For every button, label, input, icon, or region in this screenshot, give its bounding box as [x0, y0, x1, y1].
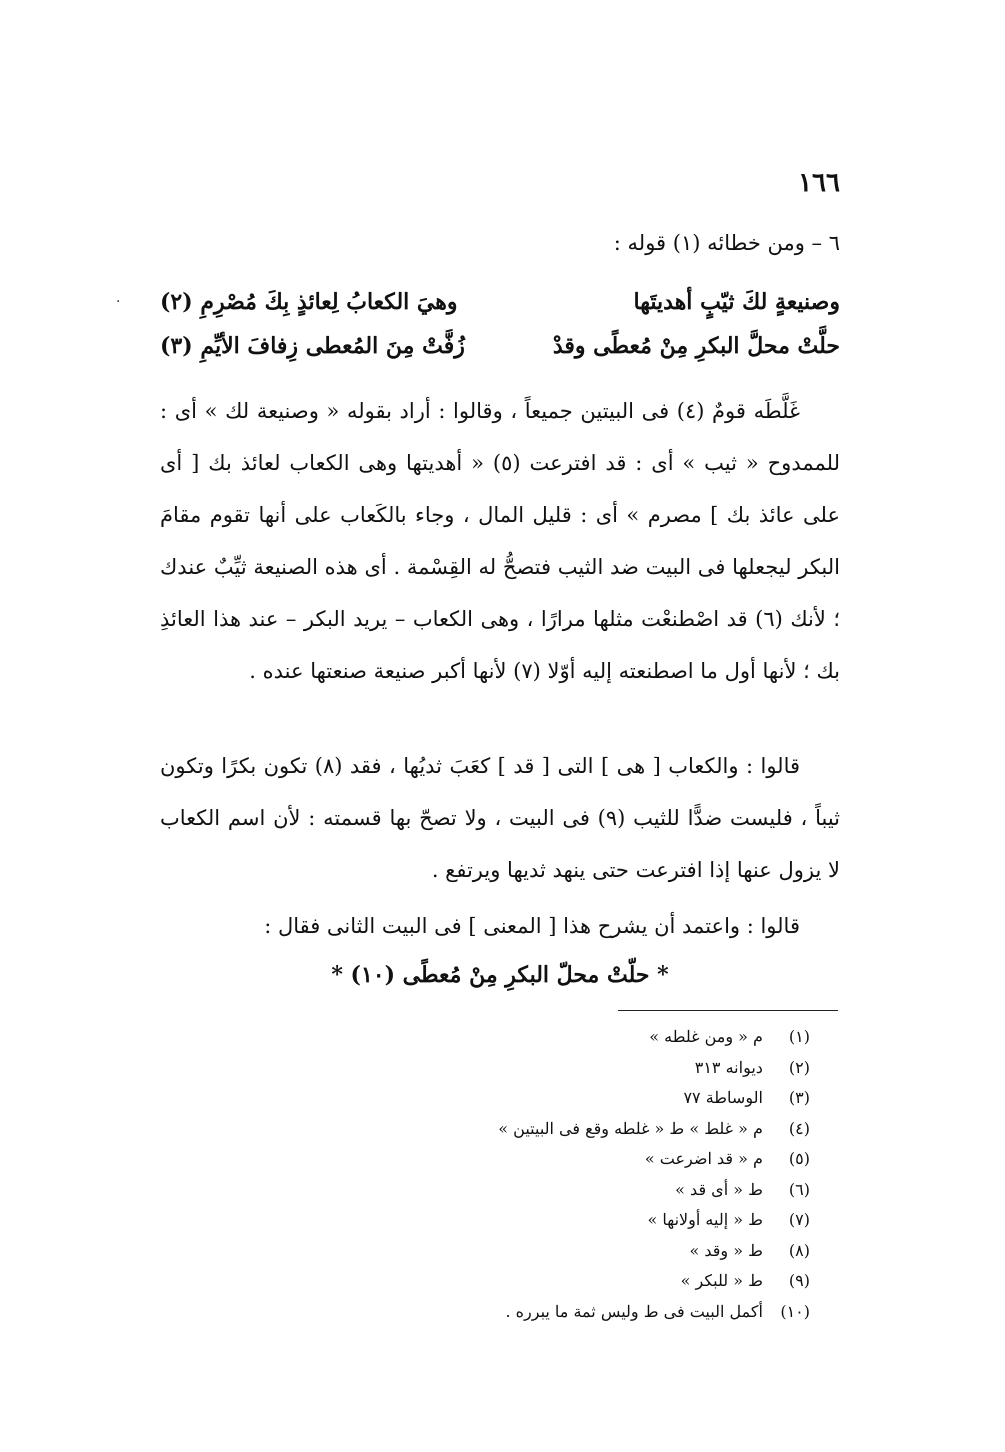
footnote-text: ط « أى قد » — [675, 1179, 763, 1199]
footnote-text: ديوانه ٣١٣ — [694, 1057, 763, 1077]
footnotes — [210, 1022, 810, 1327]
footnote — [210, 1144, 810, 1175]
footnote-text: ط « وقد » — [689, 1240, 763, 1260]
commentary-paragraph: غَلَّطَه قومٌ (٤) فى البيتين جميعاً ، وقالوا : أراد بقوله « وصنيعة لك » أى : للممدوح « ثيب » أى : قد افترعت (٥) « أهديتها وهى الكعاب لعائذ بك [ أى على عائذ بك ] مصرم » أى : قليل المال ، وجاء بالكَعاب على أنها تقوم مقامَ البكر ليجعلها فى البيت ضد الثيب فتصحُّ له القِسْمة . أى هذه الصنيعة ثيِّبٌ عندك ؛ لأنك (٦) قد اصْطنعْت مثلها مرارًا ، وهى الكعاب – يريد البكر – عند هذا العائذِ بك ؛ لأنها أول ما اصطنعته إليه أوّلا (٧) لأنها أكبر صنيعة صنعتها عنده . — [160, 399, 840, 683]
footnote — [210, 1083, 810, 1114]
footnote — [210, 1205, 810, 1236]
footnote — [210, 1266, 810, 1297]
margin-dot: · — [116, 294, 121, 310]
footnote-text: الوساطة ٧٧ — [683, 1088, 763, 1107]
footnote-number: (٤) — [788, 1118, 810, 1138]
footnote-text: م « غلط » ط « غلطه وقع فى البيتين » — [498, 1118, 763, 1138]
footnote-text: م « قد اضرعت » — [644, 1149, 763, 1168]
verse-line — [160, 280, 840, 324]
footnote-text: أكمل البيت فى ط وليس ثمة ما يبرره . — [505, 1301, 763, 1321]
verse-first-hemistich: حلَّتْ محلَّ البكرِ مِنْ مُعطًى وقدْ — [552, 333, 840, 359]
quoted-hemistich: * حلّتْ محلّ البكرِ مِنْ مُعطًى (١٠) * — [331, 962, 669, 988]
footnote — [210, 1175, 810, 1206]
footnote-text: ط « للبكر » — [680, 1271, 763, 1290]
footnote-number: (٣) — [788, 1088, 810, 1107]
footnote — [210, 1022, 810, 1053]
footnote-number: (٨) — [788, 1240, 810, 1260]
verse-first-hemistich: وصنيعةٍ لكَ ثيّبٍ أهديتَها — [633, 289, 840, 315]
footnote — [210, 1236, 810, 1267]
footnote-number: (٧) — [788, 1210, 810, 1229]
commentary-paragraph: قالوا : واعتمد أن يشرح هذا [ المعنى ] فى البيت الثانى فقال : — [264, 914, 800, 938]
page-number: ١٦٦ — [798, 168, 840, 198]
footnote-text: م « ومن غلطه » — [649, 1027, 763, 1046]
footnote-number: (٥) — [788, 1149, 810, 1168]
footnote-number: (٦) — [788, 1179, 810, 1199]
section-heading: ٦ – ومن خطائه (١) قوله : — [613, 231, 840, 255]
poem-verses — [160, 280, 840, 368]
footnote-number: (٩) — [788, 1271, 810, 1290]
footnote-number: (١) — [788, 1027, 810, 1046]
footnote — [210, 1114, 810, 1145]
verse-second-hemistich: زُفَّتْ مِنَ المُعطى زِفافَ الأيِّمِ (٣) — [160, 333, 465, 359]
footnote-text: ط « إليه أولانها » — [647, 1210, 763, 1229]
footnote-divider — [618, 1010, 838, 1011]
verse-second-hemistich: وهيَ الكعابُ لِعائذٍ بِكَ مُصْرِمِ (٢) — [160, 289, 458, 315]
footnote-number: (١٠) — [780, 1301, 810, 1321]
footnote-number: (٢) — [788, 1057, 810, 1077]
commentary-paragraph: قالوا : والكعاب [ هى ] التى [ قد ] كعَبَ ثديُها ، فقد (٨) تكون بكرًا وتكون ثيباً ، فليست ضدًّا للثيب (٩) فى البيت ، ولا تصحّ بها قسمته : لأن اسم الكعاب لا يزول عنها إذا افترعت حتى ينهد ثديها ويرتفع . — [160, 754, 840, 882]
footnote — [210, 1297, 810, 1328]
footnote — [210, 1053, 810, 1084]
verse-line — [160, 324, 840, 368]
